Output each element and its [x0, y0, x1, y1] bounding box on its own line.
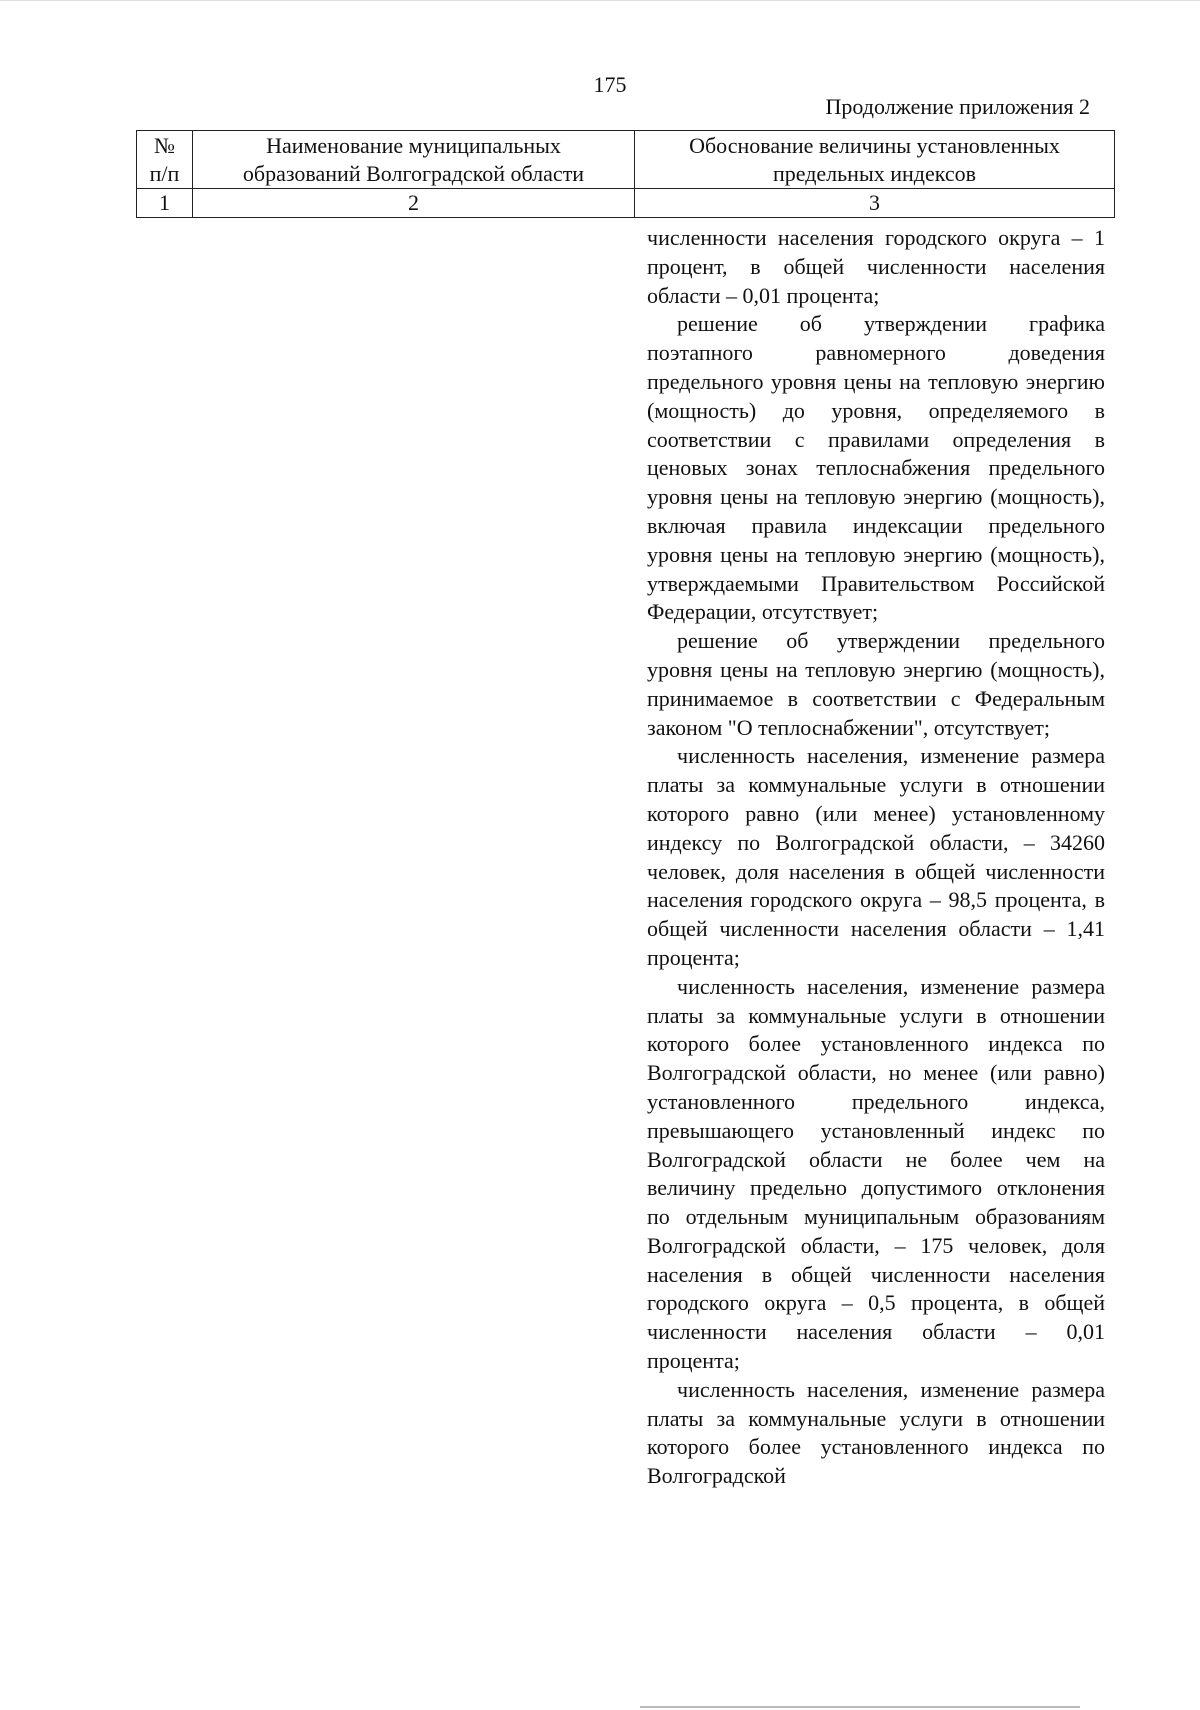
- header-line: образований Волгоградской области: [242, 160, 585, 186]
- table-header-row: [137, 131, 1115, 189]
- header-line: Наименование муниципальных: [266, 132, 561, 158]
- paragraph: численность населения, изменение размера платы за коммунальные услуги в отношении которого равно (или менее) установленному индексу по Волгоградской области, – 34260 человек, доля населения в общей численности населения городского округа – 98,5 процента, в общей численности населения области – 1,41 процента;: [647, 743, 1105, 970]
- header-cell-justification: [635, 131, 1115, 189]
- justification-text: [647, 224, 1105, 1491]
- header-line: №: [154, 132, 175, 158]
- column-number-row: [137, 189, 1115, 218]
- header-line: Обоснование величины установленных: [689, 132, 1060, 158]
- scan-edge-top: [0, 0, 1200, 1]
- paragraph: численность населения, изменение размера платы за коммунальные услуги в отношении которого более установленного индекса по Волгоградской области, но менее (или равно) установленного предельного индекса, превышающего установленный индекс по Волгоградской области не более чем на величину предельно допустимого отклонения по отдельным муниципальным образованиям Волгоградской области, – 175 человек, доля населения в общей численности населения городского округа – 0,5 процента, в общей численности населения области – 0,01 процента;: [647, 973, 1105, 1374]
- column-number: 2: [193, 189, 635, 218]
- header-cell-municipality: [193, 131, 635, 189]
- page-number: 175: [593, 72, 627, 97]
- paragraph: решение об утверждении графика поэтапного равномерного доведения предельного уровня цены на тепловую энергию (мощность) до уровня, определяемого в соответствии с правилами определения в ценовых зонах теплоснабжения предельного уровня цены на тепловую энергию (мощность), включая правила индексации предельного уровня цены на тепловую энергию (мощность), утверждаемыми Правительством Российской Федерации, отсутствует;: [647, 311, 1105, 625]
- column-number: 1: [137, 189, 193, 218]
- appendix-continuation-note: Продолжение приложения 2: [825, 94, 1090, 119]
- paragraph: решение об утверждении предельного уровня цены на тепловую энергию (мощность), принимаемое в соответствии с Федеральным законом "О теплоснабжении", отсутствует;: [647, 628, 1105, 740]
- header-line: п/п: [149, 160, 180, 186]
- header-cell-number: [137, 131, 193, 189]
- appendix-table-header: [136, 130, 1115, 218]
- paragraph: численности населения городского округа – 1 процент, в общей численности населения области – 0,01 процента;: [647, 225, 1105, 308]
- scan-edge-bottom: [640, 1706, 1080, 1708]
- column-number: 3: [635, 189, 1115, 218]
- paragraph: численность населения, изменение размера платы за коммунальные услуги в отношении которого более установленного индекса по Волгоградской: [647, 1376, 1105, 1489]
- header-line: предельных индексов: [772, 160, 977, 186]
